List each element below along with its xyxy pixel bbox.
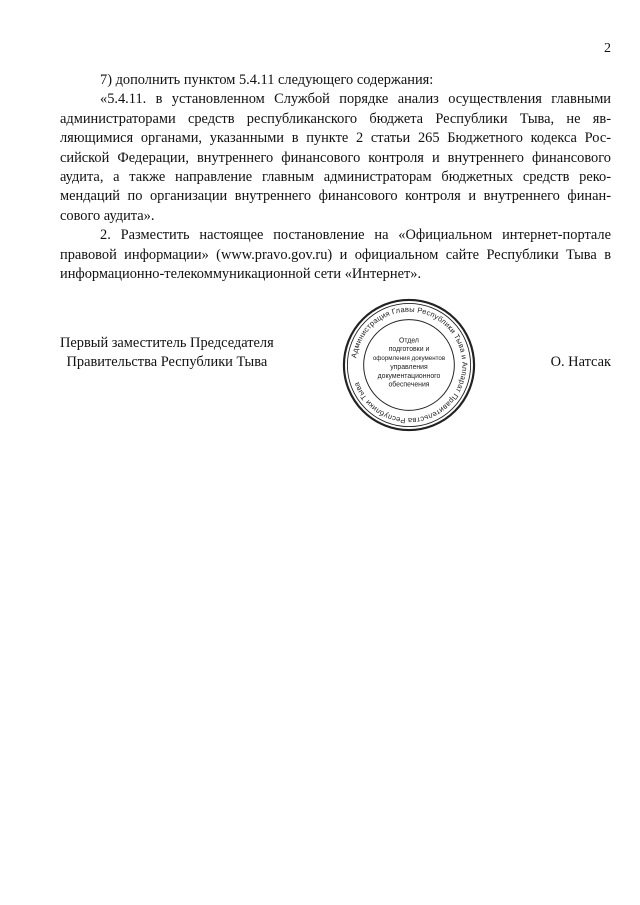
official-seal-stamp <box>340 296 478 434</box>
signer-name: О. Натсак <box>550 354 611 370</box>
seal-line-3: оформления документов <box>372 355 446 363</box>
signatory-position-line2: Правительства Республики Тыва <box>66 354 268 370</box>
seal-ring-text: Администрация Главы Республики Тыва и Аппарат Правительства Республики Тыва <box>349 304 470 426</box>
signatory-position <box>60 334 274 372</box>
paragraph-quoted-5-4-11: «5.4.11. в установленном Службой порядке анализ осуществления главными администраторами средств республиканского бюджета Республики Тыва, не являющимися органами, указанными в пункте 2 статьи 265 Бюджетного кодекса Российской Федерации, внутреннего финансового контроля и внутреннего финансового аудита, а также направление главным администраторам бюджетных средств рекомендаций по организации внутреннего финансового контроля и внутреннего финансового аудита». <box>60 91 611 224</box>
signatory-position-line1: Первый заместитель Председателя <box>60 335 274 351</box>
seal-line-5: документационного <box>377 372 441 380</box>
paragraph-publication: 2. Разместить настоящее постановление на «Официальном интернет-портале правовой информации» (www.pravo.gov.ru) и официальном сайте Республики Тыва в информационно-телекоммуникационной сети «Интернет». <box>60 227 611 283</box>
document-body <box>60 71 611 284</box>
seal-line-2: подготовки и <box>388 346 430 354</box>
paragraph-item-7: 7) дополнить пунктом 5.4.11 следующего содержания: <box>100 72 434 88</box>
seal-line-1: Отдел <box>399 337 419 345</box>
page-number: 2 <box>604 41 611 56</box>
seal-line-6: обеспечения <box>388 381 430 389</box>
seal-line-4: управления <box>390 363 428 371</box>
